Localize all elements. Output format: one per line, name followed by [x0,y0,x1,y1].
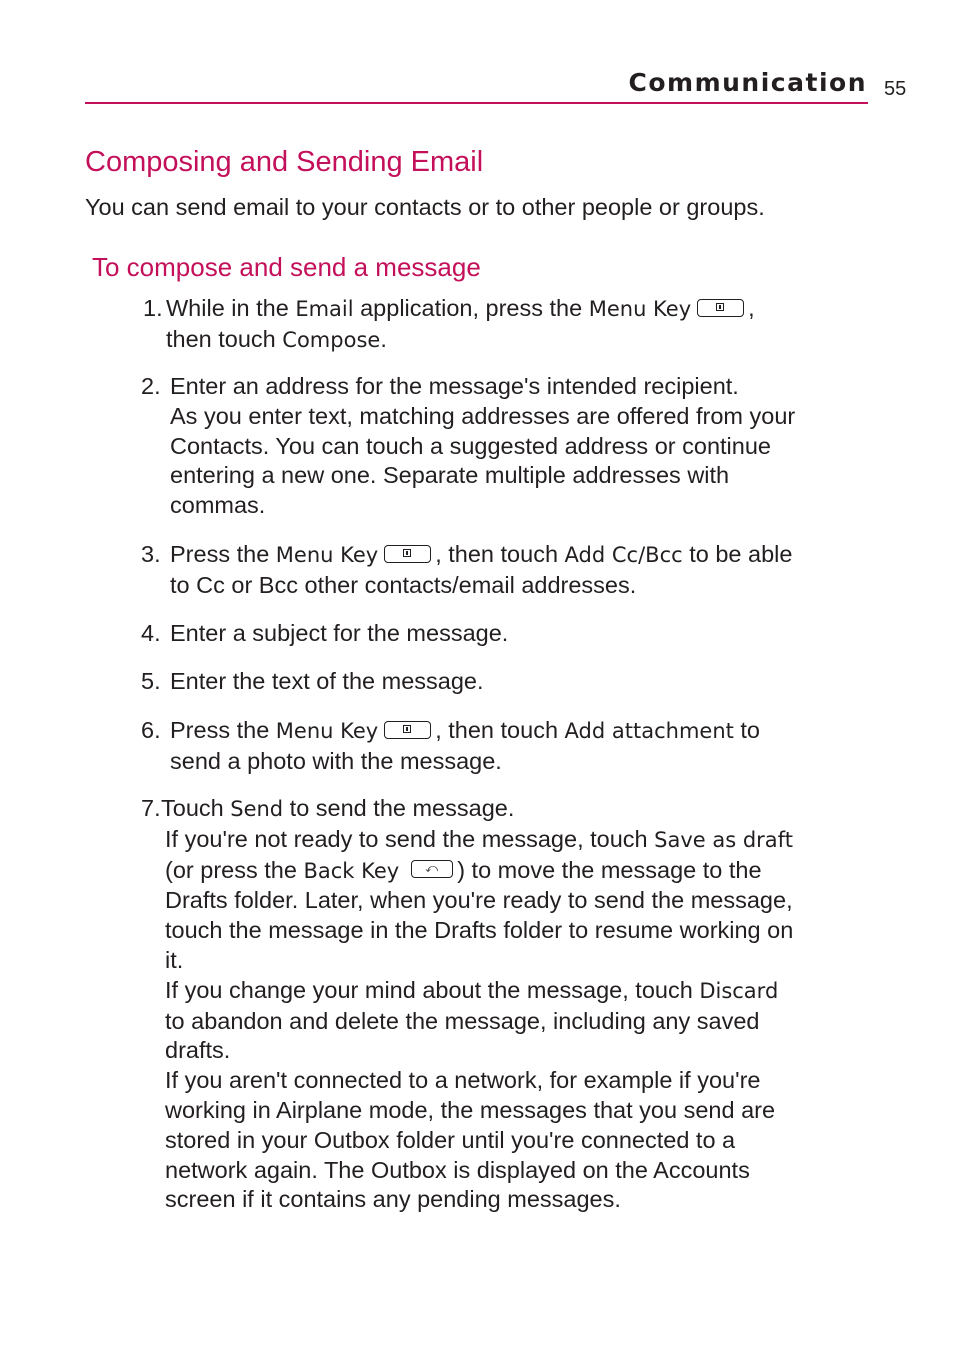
step-line: Contacts. You can touch a suggested address or continue [170,432,771,459]
step-7 [141,794,793,1215]
step-6 [141,716,760,777]
step-line: If you aren't connected to a network, for example if you're [165,1067,761,1094]
step-3 [141,540,792,601]
step-line: drafts. [165,1037,231,1064]
section-intro: You can send email to your contacts or to other people or groups. [85,194,765,220]
step-line: then touch Compose. [166,325,387,352]
step-number: 6. [141,717,161,743]
step-line: Press the Menu Key , then touch Add Cc/Bcc to be able [170,541,793,567]
step-1 [143,294,755,356]
procedure-title: To compose and send a message [92,252,481,282]
step-line: network again. The Outbox is displayed on the Accounts [165,1156,750,1183]
step-line: Enter an address for the message's intended recipient. [170,373,739,399]
chapter-title: Communication [628,68,867,97]
step-line: Drafts folder. Later, when you're ready to send the message, [165,887,793,914]
page-number: 55 [884,78,907,100]
step-line: stored in your Outbox folder until you're connected to a [165,1126,736,1153]
step-number: 5. [141,668,161,694]
step-line: touch the message in the Drafts folder to resume working on [165,917,794,944]
step-number: 1. [143,295,163,321]
step-line: If you change your mind about the message, touch Discard [165,976,779,1003]
compose-label: Compose [282,327,381,352]
save-as-draft-label: Save as draft [654,827,793,852]
add-attachment-label: Add attachment [564,719,734,743]
email-app-label: Email [295,297,354,321]
step-line: (or press the Back Key ⤺ ) to move the message to the [165,856,762,883]
step-5 [141,667,484,697]
step-line: it. [165,946,184,973]
back-key-icon: ⤺ [411,860,453,878]
step-2 [141,372,795,521]
step-line: commas. [170,492,266,519]
menu-key-icon [384,721,431,739]
step-number: 2. [141,373,161,399]
step-line: Enter the text of the message. [170,668,484,694]
menu-key-icon [384,545,431,563]
add-cc-bcc-label: Add Cc/Bcc [564,543,683,567]
back-key-label: Back Key [303,858,400,883]
section-title: Composing and Sending Email [85,146,484,178]
send-label: Send [230,797,284,821]
menu-key-label: Menu Key [275,543,379,567]
step-line: Press the Menu Key , then touch Add attachment to [170,717,760,743]
menu-key-label: Menu Key [588,297,692,321]
menu-key-icon [697,299,744,317]
step-line: Enter a subject for the message. [170,620,509,646]
step-line: screen if it contains any pending messages. [165,1186,621,1213]
step-line: to Cc or Bcc other contacts/email addresses. [170,571,637,598]
discard-label: Discard [699,978,779,1003]
header-divider [85,102,868,104]
step-number: 3. [141,541,161,567]
step-line: send a photo with the message. [170,747,502,774]
step-number: 7. [141,795,161,821]
step-line: to abandon and delete the message, including any saved [165,1007,760,1034]
step-line: Touch Send to send the message. [161,795,515,821]
step-line: working in Airplane mode, the messages that you send are [165,1096,776,1123]
step-line: entering a new one. Separate multiple addresses with [170,462,730,489]
step-line: While in the Email application, press the Menu Key , [166,295,755,321]
step-number: 4. [141,620,161,646]
step-4 [141,619,508,649]
step-line: If you're not ready to send the message, touch Save as draft [165,825,793,852]
menu-key-label: Menu Key [275,719,379,743]
step-line: As you enter text, matching addresses are offered from your [170,402,796,429]
